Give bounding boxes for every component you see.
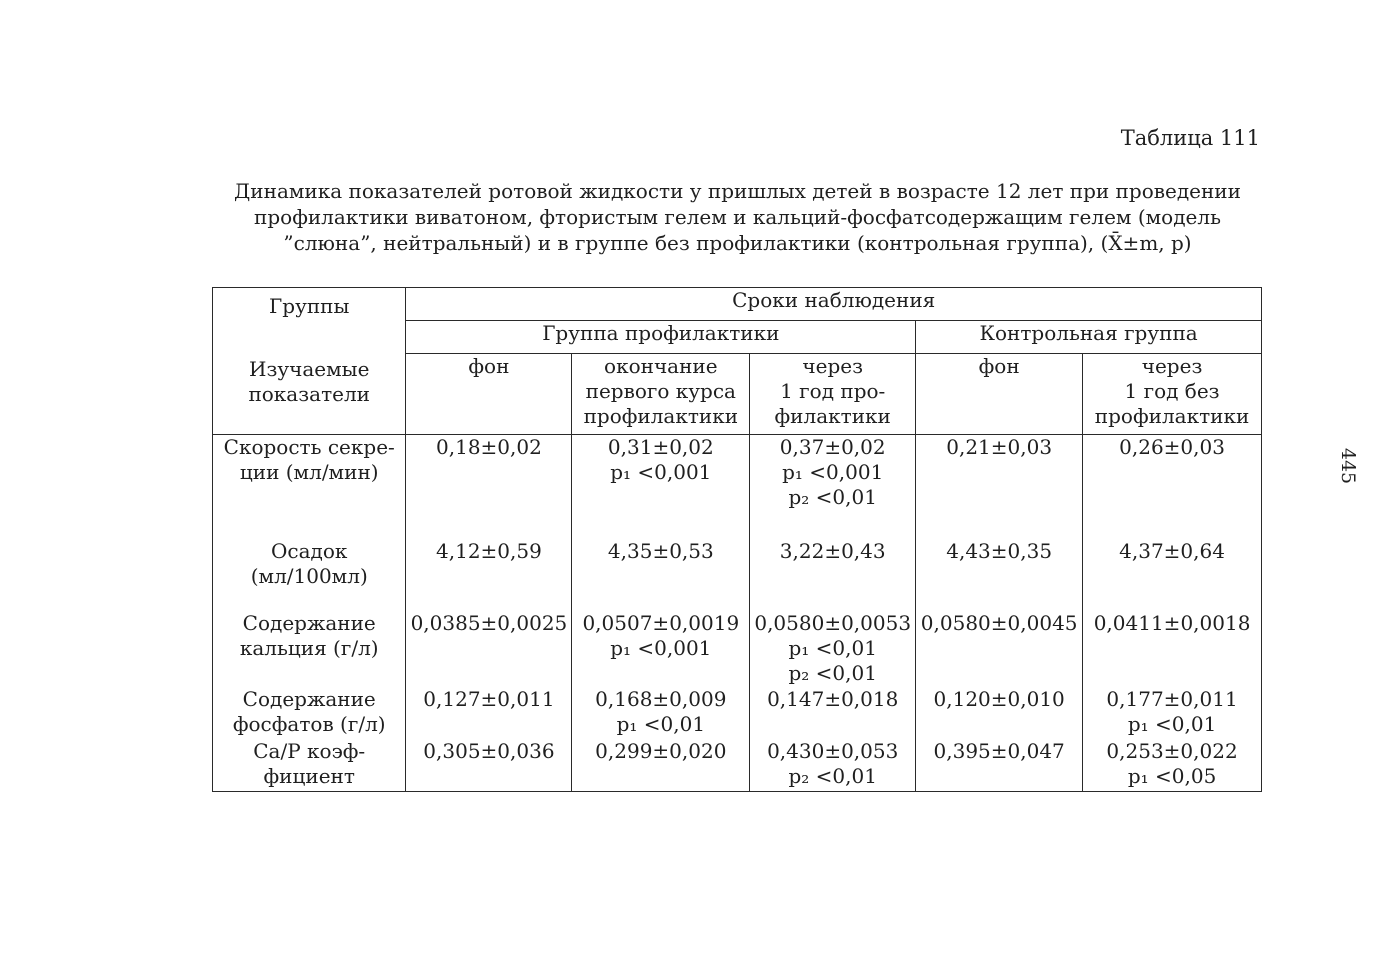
column-header-line: через (1141, 354, 1203, 378)
row-label-line: кальция (г/л) (239, 636, 379, 660)
column-header-line: фон (978, 354, 1020, 378)
column-header-line: первого курса (585, 379, 736, 403)
cell-value: 0,168±0,009 (595, 687, 727, 711)
control-group-header: Контрольная группа (916, 321, 1262, 354)
row-label-line: Содержание (242, 687, 376, 711)
cell-value: 4,12±0,59 (436, 539, 542, 563)
cell-value: 0,0580±0,0053 (754, 611, 912, 635)
row-label-line: ции (мл/мин) (239, 460, 379, 484)
table-cell (406, 739, 572, 792)
row-label-line: Скорость секре- (223, 435, 395, 459)
table-cell (1083, 435, 1262, 540)
column-header-line: филактики (774, 404, 891, 428)
table-row (213, 611, 1262, 687)
cell-value: 0,147±0,018 (767, 687, 899, 711)
table-number-label: Таблица 111 (1120, 126, 1260, 150)
table-cell (916, 611, 1083, 687)
table-cell (1083, 687, 1262, 739)
row-label (213, 687, 406, 739)
row-label-line: фосфатов (г/л) (232, 712, 386, 736)
table-row (213, 687, 1262, 739)
table-cell (406, 539, 572, 611)
cell-value: 0,0580±0,0045 (920, 611, 1078, 635)
indicators-header-line: Изучаемые (249, 357, 370, 381)
cell-value: 4,37±0,64 (1119, 539, 1225, 563)
cell-value: 0,26±0,03 (1119, 435, 1225, 459)
data-table (212, 287, 1262, 792)
row-label-line: фициент (263, 764, 355, 788)
cell-p-value: p₁ <0,001 (782, 460, 884, 484)
table-cell (750, 739, 916, 792)
row-label-line: Ca/P коэф- (253, 739, 366, 763)
cell-p-value: p₁ <0,05 (1127, 764, 1217, 788)
column-header-line: через (802, 354, 864, 378)
caption-line: ”слюна”, нейтральный) и в группе без профилактики (контрольная группа), (X̄±m, p) (283, 231, 1192, 255)
cell-value: 4,43±0,35 (946, 539, 1053, 563)
column-header-line: профилактики (583, 404, 739, 428)
table-row (213, 435, 1262, 540)
row-label (213, 611, 406, 687)
column-header (572, 354, 750, 435)
column-header (1083, 354, 1262, 435)
table-cell (572, 539, 750, 611)
table-row (213, 539, 1262, 611)
table-cell (750, 687, 916, 739)
table-row (213, 739, 1262, 792)
cell-p-value: p₂ <0,01 (788, 764, 877, 788)
corner-header-cell (213, 288, 406, 435)
table-cell (750, 611, 916, 687)
cell-value: 0,0385±0,0025 (410, 611, 568, 635)
cell-value: 0,395±0,047 (933, 739, 1065, 763)
column-header (916, 354, 1083, 435)
cell-value: 0,0507±0,0019 (582, 611, 740, 635)
table-cell (572, 435, 750, 540)
cell-value: 4,35±0,53 (607, 539, 714, 563)
cell-value: 0,299±0,020 (595, 739, 727, 763)
column-header (406, 354, 572, 435)
table-cell (1083, 739, 1262, 792)
row-label (213, 539, 406, 611)
row-label-line: Осадок (271, 539, 348, 563)
cell-value: 0,253±0,022 (1106, 739, 1238, 763)
cell-value: 0,18±0,02 (436, 435, 542, 459)
cell-p-value: p₂ <0,01 (788, 485, 877, 509)
table-cell (750, 539, 916, 611)
table-cell (572, 687, 750, 739)
cell-value: 0,21±0,03 (946, 435, 1053, 459)
cell-p-value: p₁ <0,001 (610, 636, 712, 660)
table-cell (916, 435, 1083, 540)
observation-period-header: Сроки наблюдения (406, 288, 1262, 321)
cell-value: 0,305±0,036 (423, 739, 555, 763)
column-header-line: фон (468, 354, 510, 378)
cell-value: 0,120±0,010 (933, 687, 1065, 711)
table-cell (916, 739, 1083, 792)
indicators-header-line: показатели (248, 382, 370, 406)
column-header (750, 354, 916, 435)
caption-line: Динамика показателей ротовой жидкости у пришлых детей в возрасте 12 лет при проведении (234, 179, 1241, 203)
column-header-line: профилактики (1094, 404, 1250, 428)
row-label (213, 435, 406, 540)
page-number: 445 (1337, 447, 1360, 485)
row-label (213, 739, 406, 792)
cell-p-value: p₁ <0,01 (788, 636, 877, 660)
table-caption (215, 178, 1260, 256)
table-cell (406, 611, 572, 687)
row-label-line: Содержание (242, 611, 376, 635)
column-header-line: 1 год про- (780, 379, 886, 403)
table-cell (1083, 611, 1262, 687)
prophylaxis-group-header: Группа профилактики (406, 321, 916, 354)
cell-value: 3,22±0,43 (779, 539, 886, 563)
table-cell (750, 435, 916, 540)
cell-p-value: p₁ <0,001 (610, 460, 712, 484)
column-header-line: 1 год без (1124, 379, 1220, 403)
row-label-line: (мл/100мл) (250, 564, 368, 588)
table-cell (916, 539, 1083, 611)
cell-p-value: p₁ <0,01 (616, 712, 706, 736)
indicators-header (215, 357, 403, 407)
cell-value: 0,430±0,053 (767, 739, 899, 763)
cell-value: 0,177±0,011 (1106, 687, 1238, 711)
table-cell (1083, 539, 1262, 611)
caption-line: профилактики виватоном, фтористым гелем и кальций-фосфатсодержащим гелем (модель (254, 205, 1221, 229)
table-cell (572, 739, 750, 792)
table-cell (406, 687, 572, 739)
cell-value: 0,37±0,02 (779, 435, 886, 459)
table-cell (406, 435, 572, 540)
column-header-line: окончание (604, 354, 718, 378)
cell-p-value: p₁ <0,01 (1127, 712, 1217, 736)
table-cell (572, 611, 750, 687)
cell-value: 0,127±0,011 (423, 687, 555, 711)
groups-header: Группы (269, 294, 350, 318)
cell-value: 0,0411±0,0018 (1093, 611, 1251, 635)
cell-p-value: p₂ <0,01 (788, 661, 877, 685)
cell-value: 0,31±0,02 (607, 435, 714, 459)
table-cell (916, 687, 1083, 739)
